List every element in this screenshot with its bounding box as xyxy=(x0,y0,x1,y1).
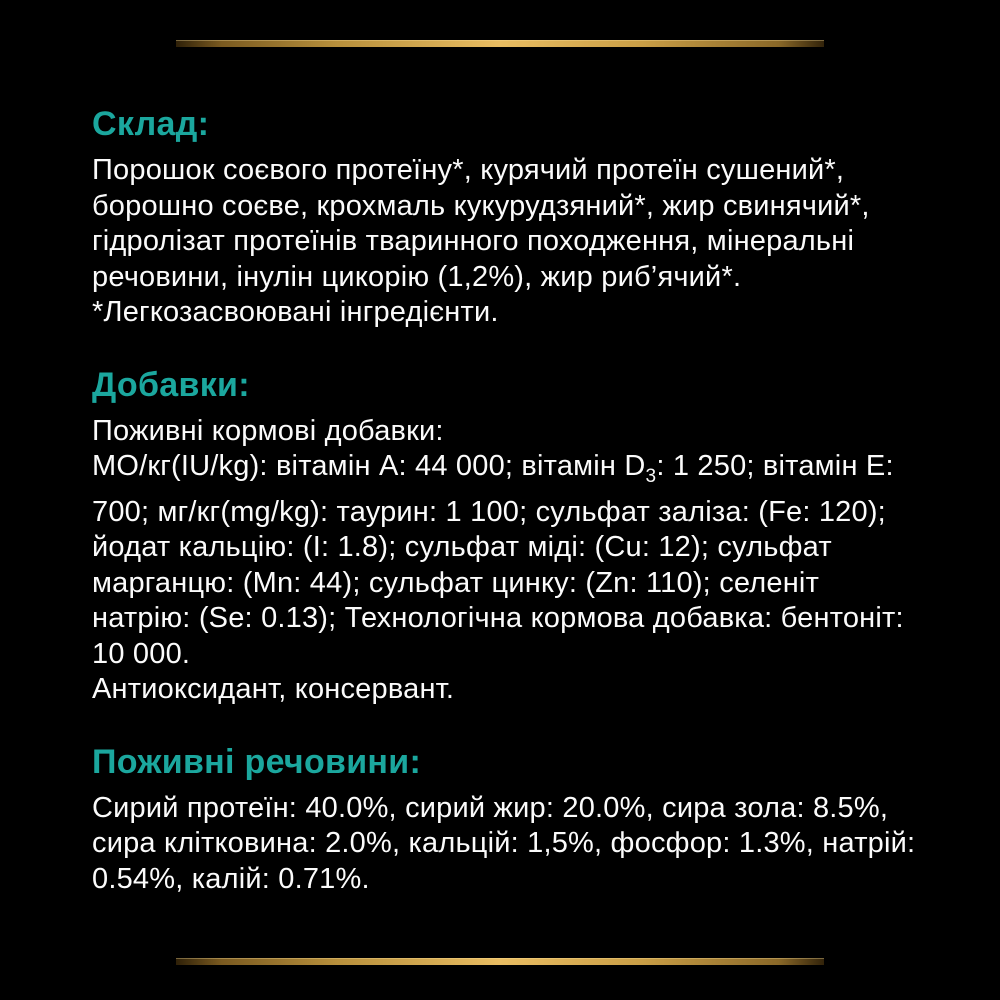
section-nutrients xyxy=(92,741,922,898)
additives-line: 10 000. xyxy=(92,637,191,670)
composition-line: Порошок соєвого протеїну*, курячий протеїн сушений*, xyxy=(92,154,845,186)
additives-line: марганцю: (Mn: 44); сульфат цинку: (Zn: 110); селеніт xyxy=(92,566,820,599)
additives-preservative-line: Антиоксидант, консервант. xyxy=(92,673,455,705)
additives-heading: Добавки: xyxy=(92,365,250,404)
gold-divider-top xyxy=(176,40,824,47)
additives-vitamins-line xyxy=(92,449,922,495)
section-composition xyxy=(92,103,922,331)
nutrients-line: сира клітковина: 2.0%, кальцій: 1,5%, фосфор: 1.3%, натрій: xyxy=(92,827,916,859)
vitamins-line-post: : 1 250; вітамін E: xyxy=(656,450,894,482)
section-additives xyxy=(92,364,922,708)
additives-line: натрію: (Se: 0.13); Технологічна кормова добавка: бентоніт: xyxy=(92,602,904,634)
composition-line: речовини, інулін цикорію (1,2%), жир риб’ячий*. xyxy=(92,260,742,293)
gold-divider-bottom xyxy=(176,958,824,965)
composition-footnote: *Легкозасвоювані інгредієнти. xyxy=(92,296,499,328)
nutrients-line: Сирий протеїн: 40.0%, сирий жир: 20.0%, сира зола: 8.5%, xyxy=(92,791,889,824)
additives-line: йодат кальцію: (I: 1.8); сульфат міді: (Cu: 12); сульфат xyxy=(92,531,832,563)
composition-heading: Склад: xyxy=(92,105,210,143)
additives-line: 700; мг/кг(mg/kg): таурин: 1 100; сульфат заліза: (Fe: 120); xyxy=(92,495,886,528)
label-content xyxy=(92,103,922,897)
vitamins-line-pre: МО/кг(IU/kg): вітамін A: 44 000; вітамін D xyxy=(92,450,646,482)
nutrients-line: 0.54%, калій: 0.71%. xyxy=(92,862,370,895)
composition-line: борошно соєве, крохмаль кукурудзяний*, жир свинячий*, xyxy=(92,189,870,222)
composition-line: гідролізат протеїнів тваринного походження, мінеральні xyxy=(92,225,855,257)
vitamin-d-subscript: 3 xyxy=(645,466,657,487)
nutrients-heading: Поживні речовини: xyxy=(92,742,422,781)
additives-intro: Поживні кормові добавки: xyxy=(92,414,444,447)
